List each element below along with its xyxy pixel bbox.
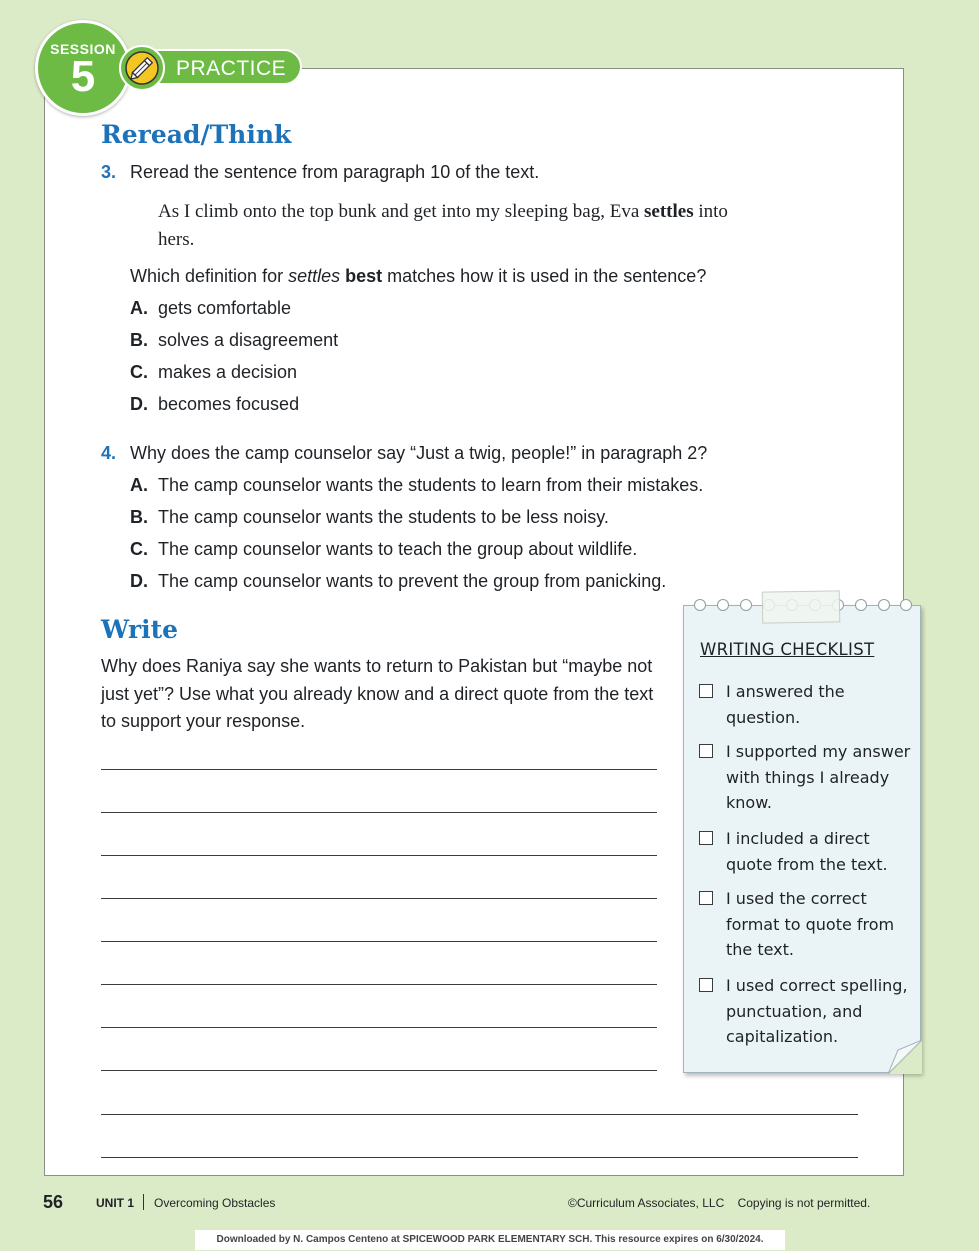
question-4-number: 4. [101,443,117,463]
checklist-title: WRITING CHECKLIST [700,640,875,659]
checkbox[interactable] [699,744,713,758]
writing-checklist [683,605,921,1073]
q3-option-letter: A. [130,298,148,318]
footer-divider [143,1194,144,1210]
q3-option-letter: C. [130,362,148,382]
q3-option-letter: D. [130,394,148,414]
page-curl-icon [888,1040,922,1074]
checkbox[interactable] [699,891,713,905]
download-notice: Downloaded by N. Campos Centeno at SPICEWOOD PARK ELEMENTARY SCH. This resource expires on 6/30/2024. [195,1230,785,1250]
q3-option-b[interactable]: solves a disagreement [158,330,339,350]
keyword-settles: settles [644,201,694,222]
practice-label: PRACTICE [176,57,287,80]
answer-line[interactable] [101,1070,657,1071]
unit-label: UNIT 1 [96,1196,135,1210]
q3-option-c[interactable]: makes a decision [158,362,298,382]
checklist-item-label: I included a direct quote from the text. [726,829,888,874]
question-3-question: Which definition for settles best matches how it is used in the sentence? [130,266,707,286]
reread-heading: Reread/Think [101,120,292,149]
answer-line[interactable] [101,1114,858,1115]
write-heading: Write [101,615,179,644]
q3-option-letter: B. [130,330,148,350]
checklist-item-label: I answered the question. [726,682,845,727]
q4-option-letter: B. [130,507,148,527]
checkbox[interactable] [699,831,713,845]
q4-option-c[interactable]: The camp counselor wants to teach the group about wildlife. [158,539,638,559]
checklist-item-label: I supported my answer with things I already know. [726,742,911,812]
checkbox[interactable] [699,978,713,992]
binder-ring-icon [694,599,706,611]
page-number: 56 [43,1192,64,1212]
answer-line[interactable] [101,984,657,985]
session-label: SESSION [50,41,116,57]
binder-ring-icon [900,599,912,611]
q4-option-d[interactable]: The camp counselor wants to prevent the group from panicking. [158,571,667,591]
checklist-item-label: I used the correct format to quote from the text. [726,889,895,959]
q4-option-letter: C. [130,539,148,559]
checkbox[interactable] [699,684,713,698]
binder-ring-icon [855,599,867,611]
q4-option-letter: A. [130,475,148,495]
q4-option-b[interactable]: The camp counselor wants the students to be less noisy. [158,507,609,527]
session-badge [35,20,131,116]
answer-line[interactable] [101,769,657,770]
q4-option-letter: D. [130,571,148,591]
copyright-notice: ©Curriculum Associates, LLC Copying is not permitted. [568,1196,871,1210]
q3-option-a[interactable]: gets comfortable [158,298,292,318]
question-4-prompt: Why does the camp counselor say “Just a twig, people!” in paragraph 2? [130,443,708,463]
pencil-icon [119,45,165,91]
q3-option-d[interactable]: becomes focused [158,394,300,414]
q4-option-a[interactable]: The camp counselor wants the students to learn from their mistakes. [158,475,704,495]
answer-line[interactable] [101,1027,657,1028]
excerpt-quote: As I climb onto the top bunk and get into my sleeping bag, Eva settles into hers. [158,201,728,250]
checklist-item-label: I used correct spelling, punctuation, and capitalization. [726,976,908,1046]
binder-ring-icon [740,599,752,611]
answer-line[interactable] [101,855,657,856]
unit-title: Overcoming Obstacles [154,1196,276,1210]
binder-ring-icon [717,599,729,611]
answer-line[interactable] [101,941,657,942]
answer-line[interactable] [101,898,657,899]
binder-ring-icon [878,599,890,611]
answer-line[interactable] [101,1157,858,1158]
write-prompt: Why does Raniya say she wants to return to Pakistan but “maybe not just yet”? Use what you already know and a direct quote from the text to support your response. [101,656,654,731]
question-3-number: 3. [101,162,117,182]
tape-decoration [762,590,841,623]
session-number: 5 [70,52,96,101]
answer-line[interactable] [101,812,657,813]
question-3-prompt: Reread the sentence from paragraph 10 of the text. [130,162,540,182]
